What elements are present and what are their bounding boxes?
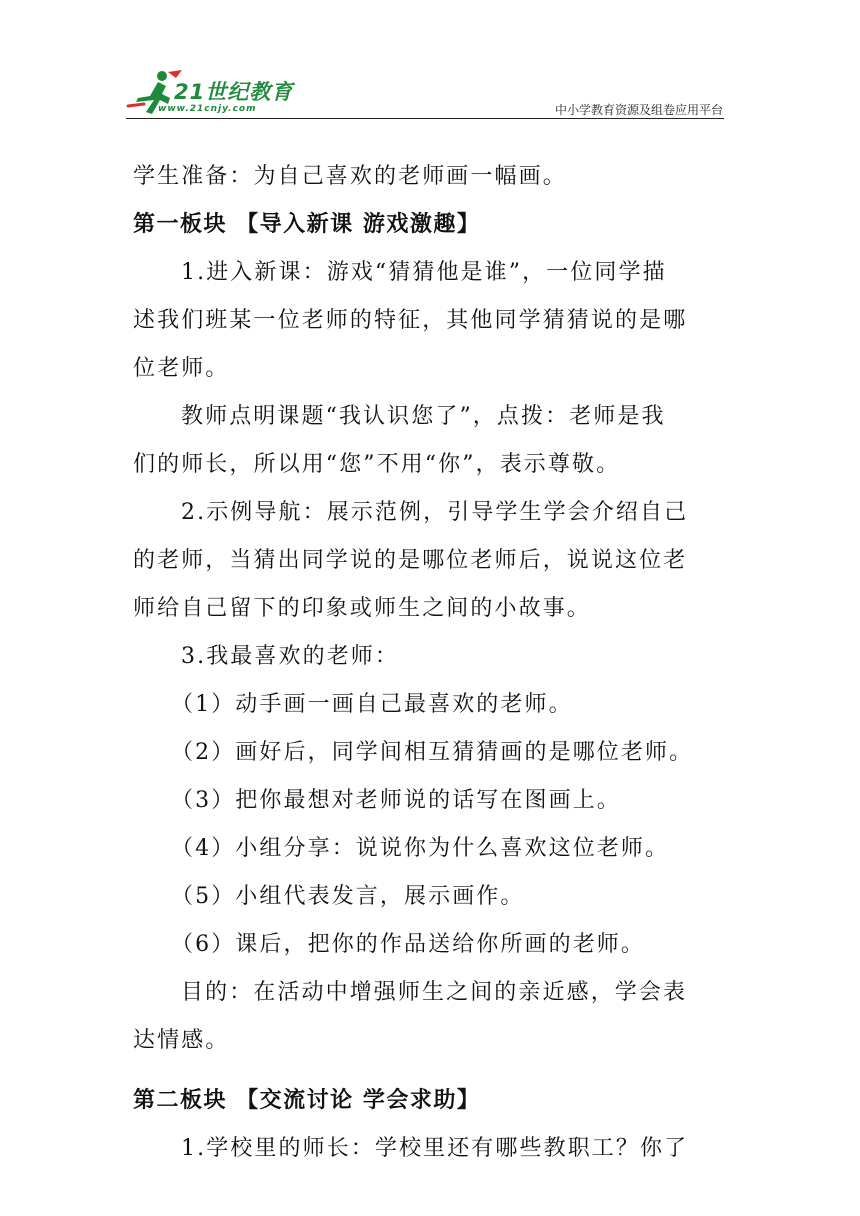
list-item: （4）小组分享：说说你为什么喜欢这位老师。 <box>171 836 670 861</box>
logo <box>124 68 294 120</box>
list-item: （2）画好后，同学间相互猜猜画的是哪位老师。 <box>171 740 694 765</box>
paragraph-line: 1.进入新课：游戏“猜猜他是谁”，一位同学描 <box>181 260 667 285</box>
logo-text: 21世纪教育 <box>174 80 294 104</box>
paragraph-line: 的老师，当猜出同学说的是哪位老师后，说说这位老 <box>133 548 688 573</box>
paragraph-line: 教师点明课题“我认识您了”，点拨：老师是我 <box>181 404 666 429</box>
paragraph-line: 目的：在活动中增强师生之间的亲近感，学会表 <box>181 980 688 1005</box>
document-body <box>133 153 733 1173</box>
paragraph-line: 2.示例导航：展示范例，引导学生学会介绍自己 <box>181 500 689 525</box>
page-header <box>0 0 860 125</box>
block2-heading: 第二板块 【交流讨论 学会求助】 <box>133 1088 481 1113</box>
logo-url: www.21cnjy.com <box>158 104 257 114</box>
list-item: （6）课后，把你的作品送给你所画的老师。 <box>171 932 645 957</box>
block1-heading: 第一板块 【导入新课 游戏激趣】 <box>133 212 481 237</box>
prep-line: 学生准备：为自己喜欢的老师画一幅画。 <box>133 164 567 189</box>
paragraph-line: 们的师长，所以用“您”不用“你”，表示尊敬。 <box>133 452 621 477</box>
list-item: （5）小组代表发言，展示画作。 <box>171 884 525 909</box>
spacer <box>133 1065 733 1077</box>
platform-name: 中小学教育资源及组卷应用平台 <box>554 103 723 117</box>
paragraph-line: 述我们班某一位老师的特征，其他同学猜猜说的是哪 <box>133 308 688 333</box>
paragraph-line: 1.学校里的师长：学校里还有哪些教职工？你了 <box>181 1136 689 1161</box>
list-item: （1）动手画一画自己最喜欢的老师。 <box>171 692 573 717</box>
header-divider <box>126 118 724 119</box>
paragraph-line: 3.我最喜欢的老师： <box>181 644 399 669</box>
paragraph-line: 达情感。 <box>133 1028 230 1053</box>
paragraph-line: 师给自己留下的印象或师生之间的小故事。 <box>133 596 591 621</box>
paragraph-line: 位老师。 <box>133 356 230 381</box>
list-item: （3）把你最想对老师说的话写在图画上。 <box>171 788 621 813</box>
